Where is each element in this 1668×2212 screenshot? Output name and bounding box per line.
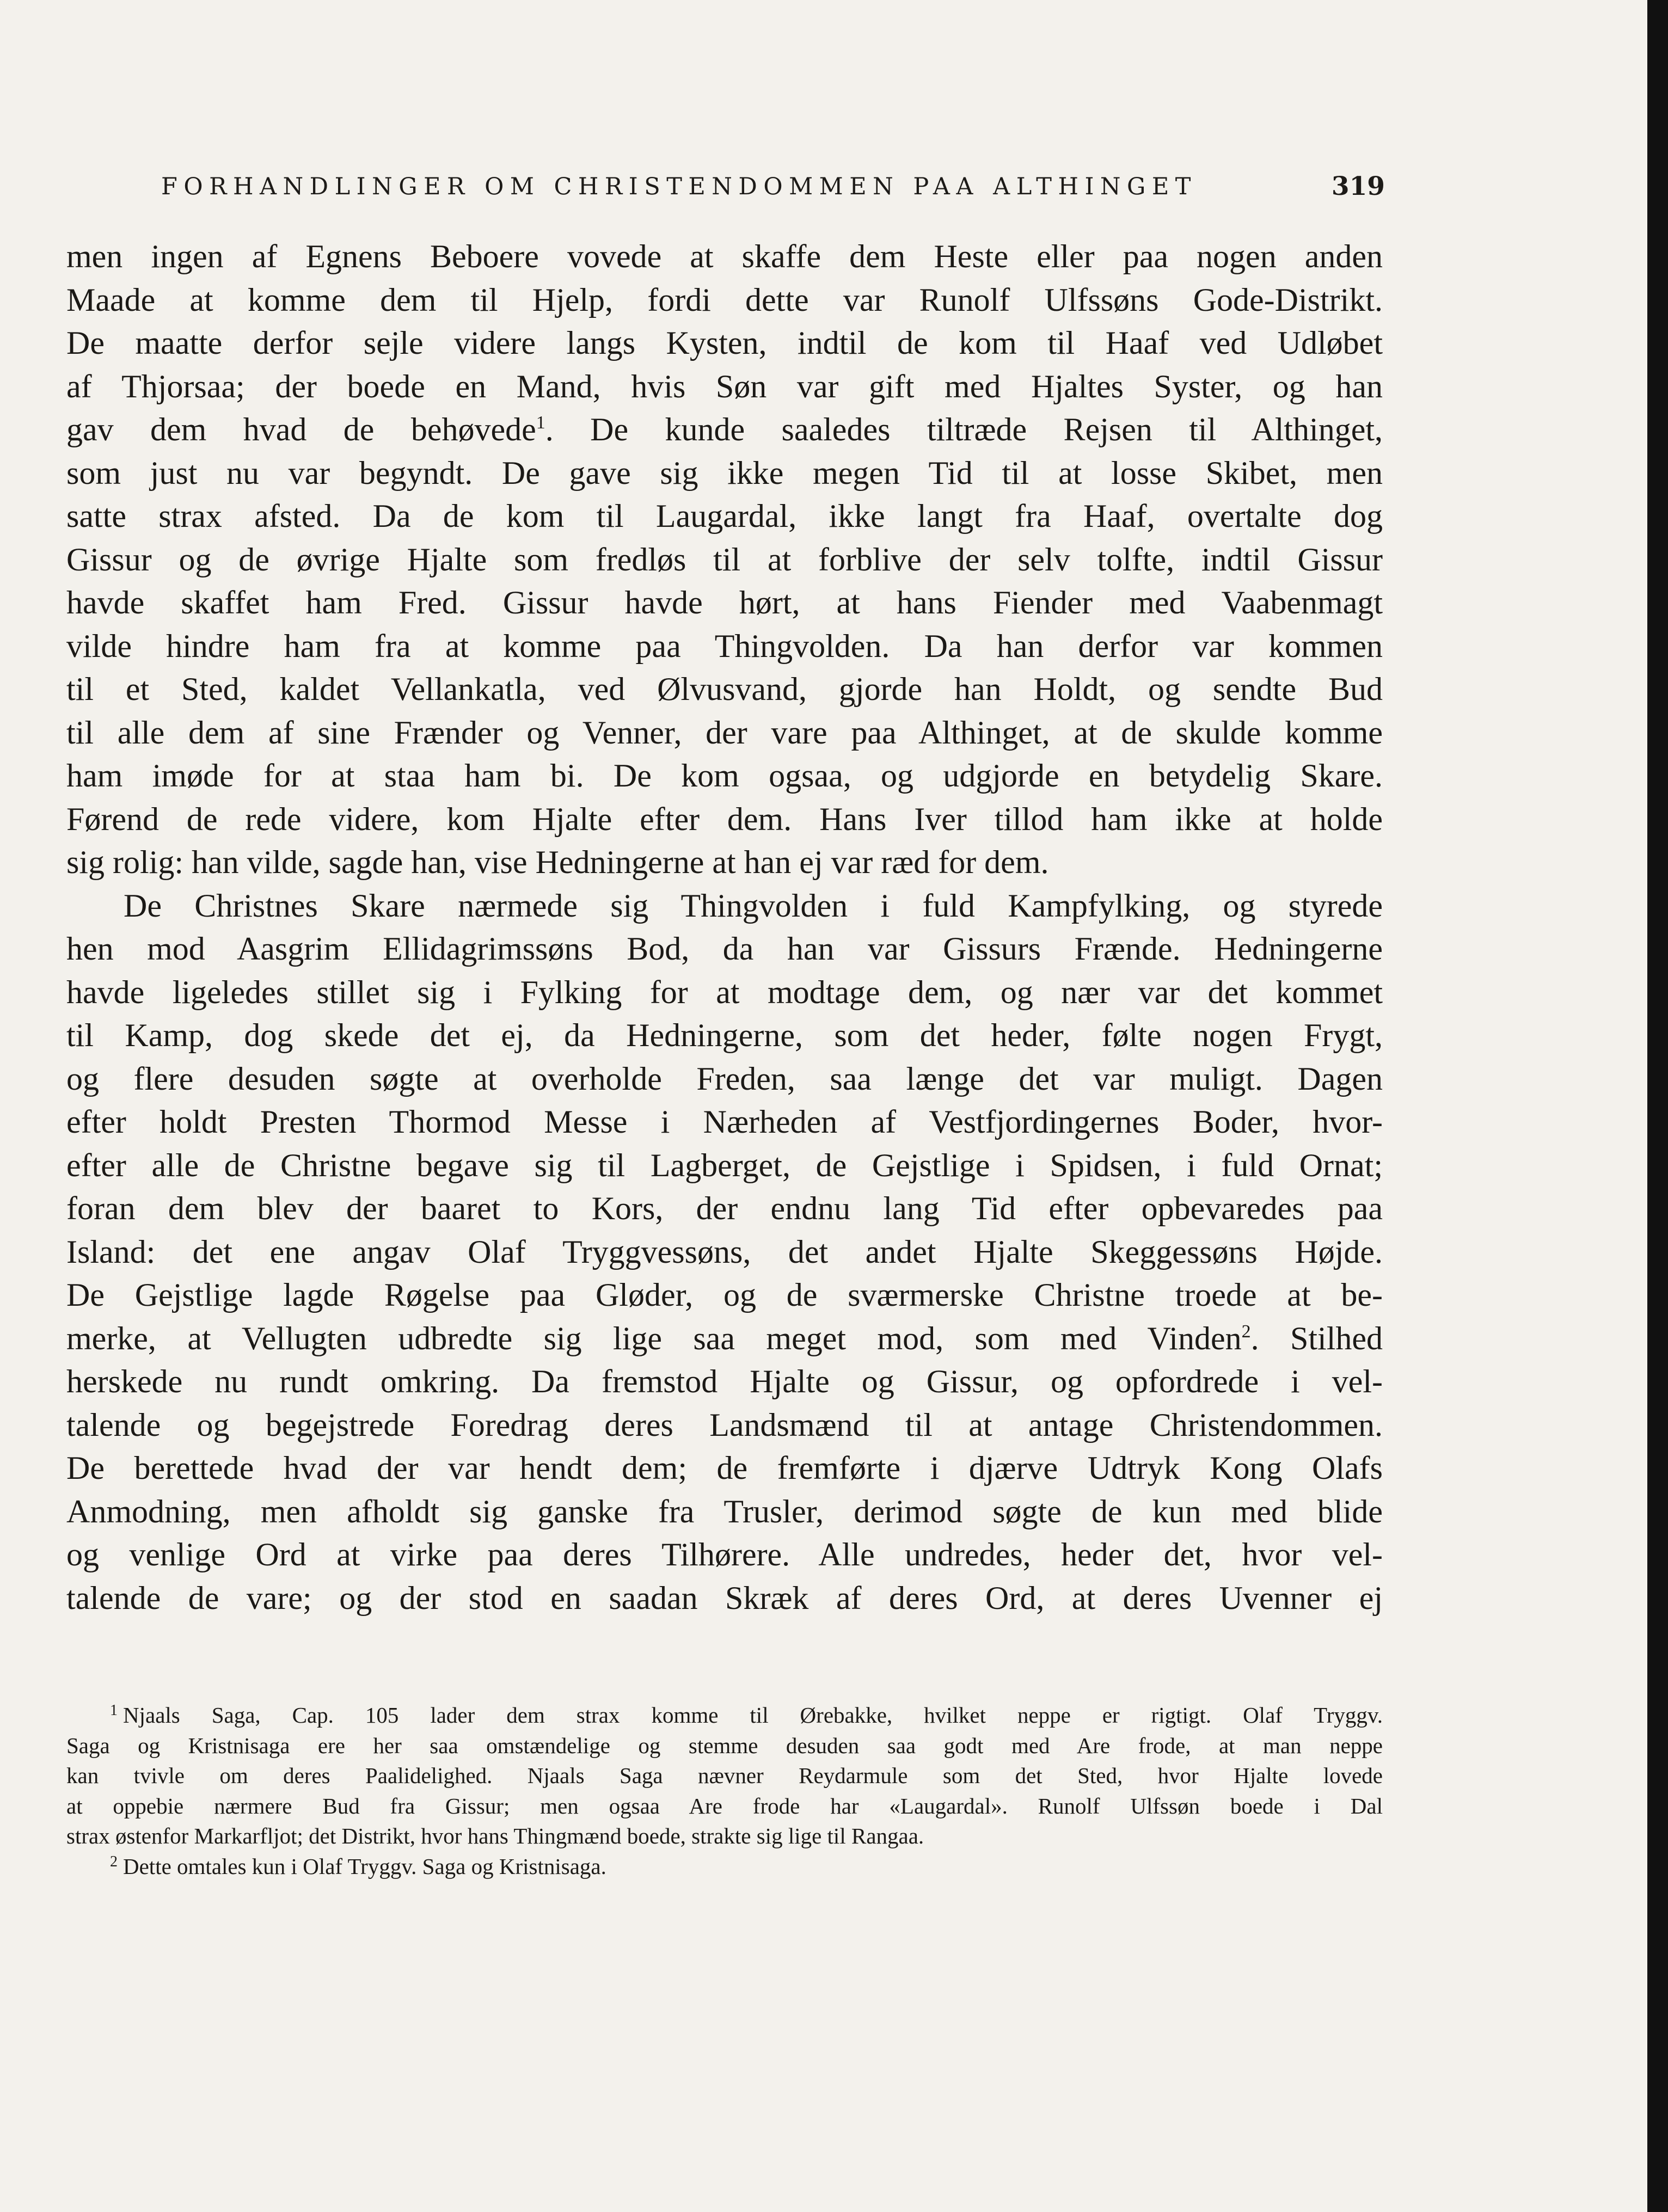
- footnote-1-line: at oppebie nærmere Bud fra Gissur; men ogsaa Are frode har «Laugardal». Runolf Ulfssøn boede i Dal: [66, 1793, 1383, 1818]
- footnote-text: Dette omtales kun i Olaf Tryggv. Saga og Kristnisaga.: [123, 1853, 606, 1879]
- text-line: De maatte derfor sejle videre langs Kysten, indtil de kom til Haaf ved Udløbet: [66, 325, 1383, 361]
- footnote-2-marker: 2: [110, 1853, 118, 1870]
- text-line: til alle dem af sine Frænder og Venner, der vare paa Althinget, at de skulde komme: [66, 714, 1383, 751]
- text-line: hen mod Aasgrim Ellidagrimssøns Bod, da han var Gissurs Frænde. Hedningerne: [66, 931, 1383, 967]
- running-header: [161, 168, 1385, 206]
- text-fragment: . Stilhed: [1250, 1320, 1383, 1356]
- text-line: Anmodning, men afholdt sig ganske fra Trusler, derimod søgte de kun med blide: [66, 1493, 1383, 1529]
- body-text: [66, 235, 1383, 1620]
- text-fragment: gav dem hvad de behøvede: [66, 411, 536, 447]
- footnote-reference[interactable]: 1: [536, 413, 545, 433]
- footnote-2-line: [66, 1852, 1383, 1882]
- paragraph-first-line: De Christnes Skare nærmede sig Thingvolden i fuld Kampfylking, og styrede: [124, 887, 1383, 924]
- text-line: talende og begejstrede Foredrag deres Landsmænd til at antage Christendommen.: [66, 1406, 1383, 1443]
- text-line: til et Sted, kaldet Vellankatla, ved Ølvusvand, gjorde han Holdt, og sendte Bud: [66, 671, 1383, 707]
- text-line: De berettede hvad der var hendt dem; de fremførte i djærve Udtryk Kong Olafs: [66, 1450, 1383, 1486]
- text-line: Island: det ene angav Olaf Tryggvessøns, det andet Hjalte Skeggessøns Højde.: [66, 1233, 1383, 1270]
- text-line: [66, 408, 1383, 452]
- text-line: talende de vare; og der stod en saadan Skræk af deres Ord, at deres Uvenner ej: [66, 1580, 1383, 1616]
- footnote-reference[interactable]: 2: [1241, 1321, 1251, 1342]
- footnote-1-line: Saga og Kristnisaga ere her saa omstændelige og stemme desuden saa godt med Are frode, at man neppe: [66, 1732, 1383, 1758]
- text-line: Maade at komme dem til Hjelp, fordi dette var Runolf Ulfssøns Gode-Distrikt.: [66, 281, 1383, 318]
- text-line: ham imøde for at staa ham bi. De kom ogsaa, og udgjorde en betydelig Skare.: [66, 758, 1383, 794]
- text-line: af Thjorsaa; der boede en Mand, hvis Søn var gift med Hjaltes Syster, og han: [66, 368, 1383, 404]
- footnote-text: Njaals Saga, Cap. 105 lader dem strax komme til Ørebakke, hvilket neppe er rigtigt. Olaf Tryggv.: [123, 1703, 1383, 1728]
- text-line: og venlige Ord at virke paa deres Tilhørere. Alle undredes, heder det, hvor vel-: [66, 1537, 1383, 1572]
- text-line: og flere desuden søgte at overholde Freden, saa længe det var muligt. Dagen: [66, 1060, 1383, 1097]
- text-line: [66, 1317, 1383, 1361]
- text-line: Førend de rede videre, kom Hjalte efter dem. Hans Iver tillod ham ikke at holde: [66, 801, 1383, 837]
- footnote-1-marker: 1: [110, 1702, 118, 1719]
- text-line: sig rolig: han vilde, sagde han, vise Hedningerne at han ej var ræd for dem.: [66, 844, 1049, 880]
- text-line: havde ligeledes stillet sig i Fylking for at modtage dem, og nær var det kommet: [66, 974, 1383, 1010]
- text-line: efter holdt Presten Thormod Messe i Nærheden af Vestfjordingernes Boder, hvor-: [66, 1104, 1383, 1140]
- footnotes: [66, 1700, 1383, 1882]
- text-line: herskede nu rundt omkring. Da fremstod Hjalte og Gissur, og opfordrede i vel-: [66, 1363, 1383, 1399]
- text-line: men ingen af Egnens Beboere vovede at skaffe dem Heste eller paa nogen anden: [66, 238, 1383, 274]
- text-line: som just nu var begyndt. De gave sig ikke megen Tid til at losse Skibet, men: [66, 454, 1383, 491]
- text-line: foran dem blev der baaret to Kors, der endnu lang Tid efter opbevaredes paa: [66, 1190, 1383, 1226]
- text-line: Gissur og de øvrige Hjalte som fredløs til at forblive der selv tolfte, indtil Gissur: [66, 541, 1383, 577]
- running-title: FORHANDLINGER OM CHRISTENDOMMEN PAA ALTHINGET: [161, 173, 1197, 200]
- text-line: vilde hindre ham fra at komme paa Thingvolden. Da han derfor var kommen: [66, 628, 1383, 664]
- footnote-1-line: kan tvivle om deres Paalidelighed. Njaals Saga nævner Reydarmule som det Sted, hvor Hjalte lovede: [66, 1763, 1383, 1788]
- text-fragment: . De kunde saaledes tiltræde Rejsen til Althinget,: [545, 411, 1383, 447]
- footnote-1-line: strax østenfor Markarfljot; det Distrikt, hvor hans Thingmænd boede, strakte sig lige til Rangaa.: [66, 1823, 924, 1848]
- page-number: 319: [1331, 171, 1385, 201]
- text-line: efter alle de Christne begave sig til Lagberget, de Gejstlige i Spidsen, i fuld Ornat;: [66, 1147, 1383, 1183]
- footnote-1-line: [66, 1700, 1383, 1731]
- text-line: De Gejstlige lagde Røgelse paa Gløder, og de sværmerske Christne troede at be-: [66, 1277, 1383, 1313]
- text-line: til Kamp, dog skede det ej, da Hedningerne, som det heder, følte nogen Frygt,: [66, 1017, 1383, 1053]
- text-line: satte strax afsted. Da de kom til Laugardal, ikke langt fra Haaf, overtalte dog: [66, 498, 1383, 534]
- text-fragment: merke, at Vellugten udbredte sig lige saa meget mod, som med Vinden: [66, 1320, 1242, 1356]
- text-line: havde skaffet ham Fred. Gissur havde hørt, at hans Fiender med Vaabenmagt: [66, 585, 1383, 620]
